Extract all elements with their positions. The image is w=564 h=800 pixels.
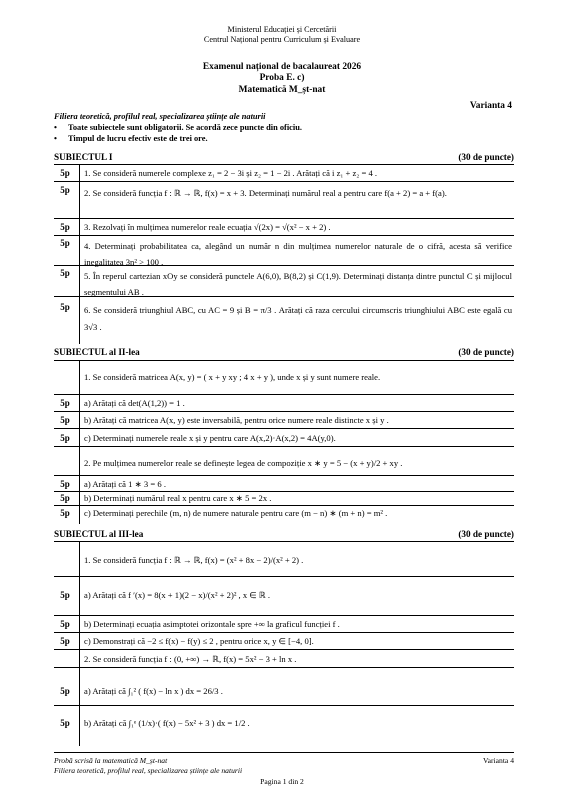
item-points: 5p [60, 302, 70, 312]
divider [54, 491, 514, 492]
item-points: 5p [60, 718, 70, 728]
exercise-2-1c: c) Determinați numerele reale x și y pentru care A(x,2)·A(x,2) = 4A(y,0). [84, 433, 336, 443]
exercise-3-2a: a) Arătați că ∫₁² ( f(x) − ln x ) dx = 26/3 . [84, 686, 223, 696]
divider [54, 576, 514, 577]
exercise-2-1a: a) Arătați că det(A(1,2)) = 1 . [84, 398, 185, 408]
exercise-2-2c: c) Determinați perechile (m, n) de numere naturale pentru care (m − n) ∗ (m + n) = m² . [84, 508, 388, 518]
item-points: 5p [60, 619, 70, 629]
ministry-name: Ministerul Educației și Cercetării [227, 25, 337, 34]
item-points: 5p [60, 479, 70, 489]
exercise-3-1a: a) Arătați că f ′(x) = 8(x + 1)(2 − x)/(x² + 2)² , x ∈ ℝ . [84, 590, 271, 600]
section-1-title: SUBIECTUL I (30 de puncte) [54, 152, 514, 162]
section-1-points: (30 de puncte) [458, 152, 514, 162]
section-2-title: SUBIECTUL al II-lea (30 de puncte) [54, 347, 514, 357]
item-points: 5p [60, 238, 70, 248]
exercise-2-2a: a) Arătați că 1 ∗ 3 = 6 . [84, 479, 166, 489]
divider [54, 705, 514, 706]
divider [54, 632, 514, 633]
footer-left-2: Filiera teoretică, profilul real, specializarea științe ale naturii [54, 766, 243, 775]
exercise-3-1c: c) Demonstrați că −2 ≤ f(x) − f(y) ≤ 2 , pentru orice x, y ∈ [−4, 0]. [84, 636, 314, 646]
divider [54, 649, 514, 650]
exam-title: Examenul național de bacalaureat 2026 [202, 62, 362, 72]
instruction-1: • Toate subiectele sunt obligatorii. Se acordă zece puncte din oficiu. [54, 123, 302, 134]
exercise-2-1b: b) Arătați că matricea A(x, y) este inversabilă, pentru orice numere reale distincte x și y . [84, 415, 389, 425]
divider [54, 667, 514, 668]
exercise-2-1-statement: 1. Se consideră matricea A(x, y) = ( x + y xy ; 4 x + y ), unde x și y sunt numere reale. [84, 372, 381, 382]
item-points: 5p [60, 433, 70, 443]
proba-label: Proba E. c) [259, 73, 305, 83]
divider [54, 394, 514, 395]
exercise-2-2b: b) Determinați numărul real x pentru care x ∗ 5 = 2x . [84, 493, 272, 503]
center-name: Centrul Național pentru Curriculum și Evaluare [203, 35, 361, 44]
divider [54, 164, 514, 165]
exercise-1-4: 4. Determinați probabilitatea ca, alegând un număr n din mulțimea numerelor naturale de o cifră, acesta să verifice inegalitatea 3n² > 100 . [84, 241, 512, 268]
divider [54, 428, 514, 429]
divider [54, 505, 514, 506]
exercise-3-1-statement: 1. Se consideră funcția f : ℝ → ℝ, f(x) = (x² + 8x − 2)/(x² + 2) . [84, 555, 304, 565]
footer-variant: Varianta 4 [483, 756, 514, 765]
exercise-3-2b: b) Arătați că ∫₁ᵉ (1/x)·( f(x) − 5x² + 3 ) dx = 1/2 . [84, 718, 250, 728]
variant-label: Varianta 4 [469, 101, 512, 111]
footer-divider [54, 752, 514, 753]
filiera-text: Filiera teoretică, profilul real, specializarea științe ale naturii [54, 112, 266, 121]
item-points: 5p [60, 185, 70, 195]
divider [54, 265, 514, 266]
item-points: 5p [60, 493, 70, 503]
divider [54, 235, 514, 236]
instruction-2: • Timpul de lucru efectiv este de trei ore. [54, 134, 208, 145]
section-2-points: (30 de puncte) [458, 347, 514, 357]
points-column-line [79, 541, 80, 746]
exercise-3-1b: b) Determinați ecuația asimptotei orizontale spre +∞ la graficul funcției f . [84, 619, 340, 629]
divider [54, 446, 514, 447]
section-3-points: (30 de puncte) [458, 529, 514, 539]
item-points: 5p [60, 415, 70, 425]
divider [54, 218, 514, 219]
points-column-line [79, 360, 80, 524]
section-3-title: SUBIECTUL al III-lea (30 de puncte) [54, 529, 514, 539]
exercise-1-3: 3. Rezolvați în mulțimea numerelor reale ecuația √(2x) = √(x² − x + 2) . [84, 222, 331, 232]
exercise-2-2-statement: 2. Pe mulțimea numerelor reale se definește legea de compoziție x ∗ y = 5 − (x + y)/2 + xy . [84, 458, 403, 468]
exercise-1-1: 1. Se consideră numerele complexe z₁ = 2 − 3i și z₂ = 1 − 2i . Arătați că i z₁ + z₂ = 4 . [84, 168, 378, 178]
exercise-3-2-statement: 2. Se consideră funcția f : (0, +∞) → ℝ, f(x) = 5x² − 3 + ln x . [84, 654, 297, 664]
divider [54, 181, 514, 182]
divider [54, 541, 514, 542]
item-points: 5p [60, 268, 70, 278]
exercise-1-2: 2. Se consideră funcția f : ℝ → ℝ, f(x) = x + 3. Determinați numărul real a pentru care f(a + 2) = a + f(a). [84, 188, 447, 198]
divider [54, 296, 514, 297]
item-points: 5p [60, 590, 70, 600]
divider [54, 615, 514, 616]
exercise-1-6: 6. Se consideră triunghiul ABC, cu AC = 9 și B = π/3 . Arătați că raza cercului circumscris triunghiului ABC este egală cu 3√3 . [84, 305, 512, 333]
item-points: 5p [60, 686, 70, 696]
points-column-line [79, 164, 80, 344]
page-number: Pagina 1 din 2 [260, 777, 304, 786]
item-points: 5p [60, 508, 70, 518]
footer-left-1: Probă scrisă la matematică M_șt-nat [54, 756, 168, 765]
divider [54, 475, 514, 476]
item-points: 5p [60, 222, 70, 232]
exercise-1-5: 5. În reperul cartezian xOy se consideră punctele A(6,0), B(8,2) și C(1,9). Determinați distanța dintre punctul C și mijlocul segmentului AB . [84, 271, 512, 298]
item-points: 5p [60, 636, 70, 646]
divider [54, 411, 514, 412]
subject-label: Matematică M_șt-nat [238, 85, 326, 95]
divider [54, 360, 514, 361]
item-points: 5p [60, 398, 70, 408]
item-points: 5p [60, 168, 70, 178]
